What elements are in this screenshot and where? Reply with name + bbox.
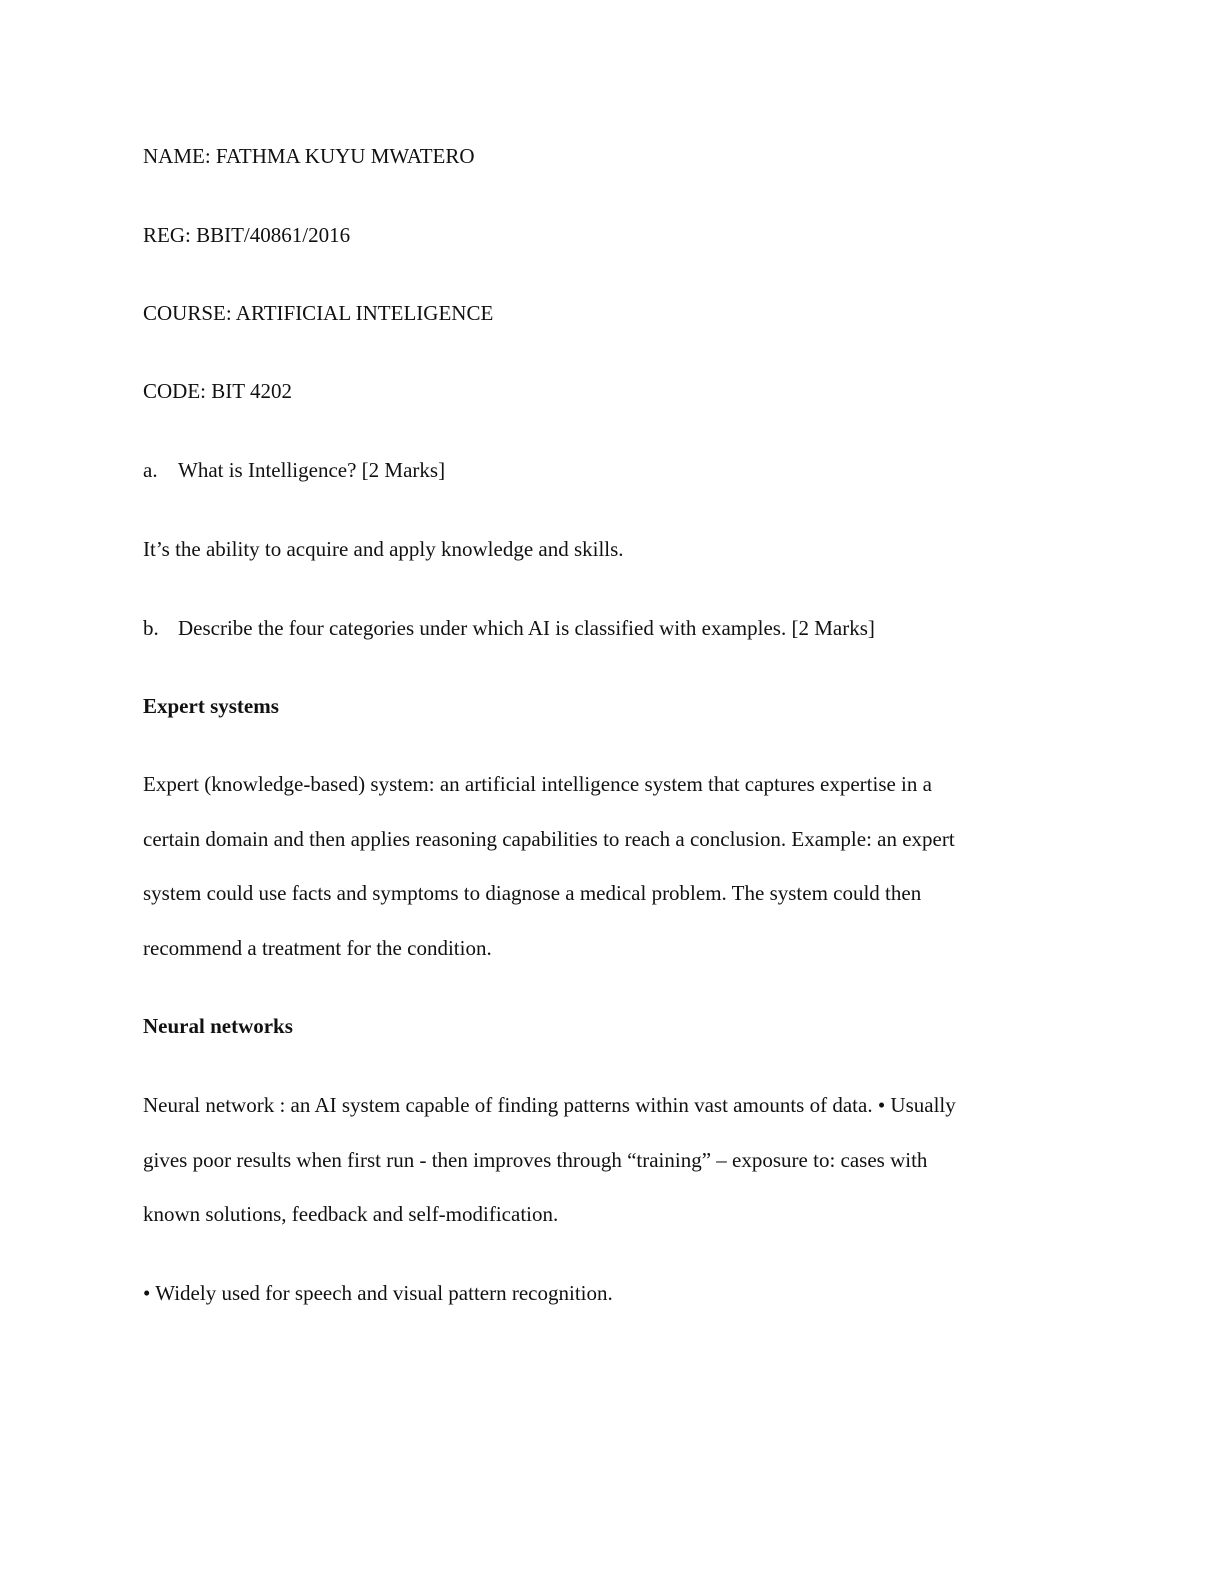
course-code: CODE: BIT 4202 [143, 379, 292, 403]
course-title: COURSE: ARTIFICIAL INTELIGENCE [143, 301, 494, 325]
question-a-marker: a. [143, 458, 158, 482]
expert-paragraph-line: Expert (knowledge-based) system: an artificial intelligence system that captures expertise in a [143, 772, 932, 796]
expert-paragraph-line: recommend a treatment for the condition. [143, 936, 492, 960]
answer-a: It’s the ability to acquire and apply knowledge and skills. [143, 537, 624, 561]
section-heading-expert-systems: Expert systems [143, 694, 279, 718]
neural-bullet-point: • Widely used for speech and visual pattern recognition. [143, 1281, 613, 1305]
expert-paragraph-line: system could use facts and symptoms to diagnose a medical problem. The system could then [143, 881, 922, 905]
question-a [143, 456, 445, 484]
expert-paragraph-line: certain domain and then applies reasoning capabilities to reach a conclusion. Example: an expert [143, 827, 955, 851]
neural-paragraph-line: known solutions, feedback and self-modification. [143, 1202, 559, 1226]
student-name: NAME: FATHMA KUYU MWATERO [143, 144, 475, 168]
question-b-marker: b. [143, 616, 159, 640]
question-a-text: What is Intelligence? [2 Marks] [178, 458, 446, 482]
question-b-text: Describe the four categories under which AI is classified with examples. [2 Marks] [178, 616, 875, 640]
section-heading-neural-networks: Neural networks [143, 1014, 293, 1038]
registration-number: REG: BBIT/40861/2016 [143, 223, 351, 247]
neural-paragraph-line: Neural network : an AI system capable of finding patterns within vast amounts of data. • Usually [143, 1093, 956, 1117]
neural-paragraph-line: gives poor results when first run - then improves through “training” – exposure to: cases with [143, 1148, 928, 1172]
question-b [143, 614, 875, 642]
